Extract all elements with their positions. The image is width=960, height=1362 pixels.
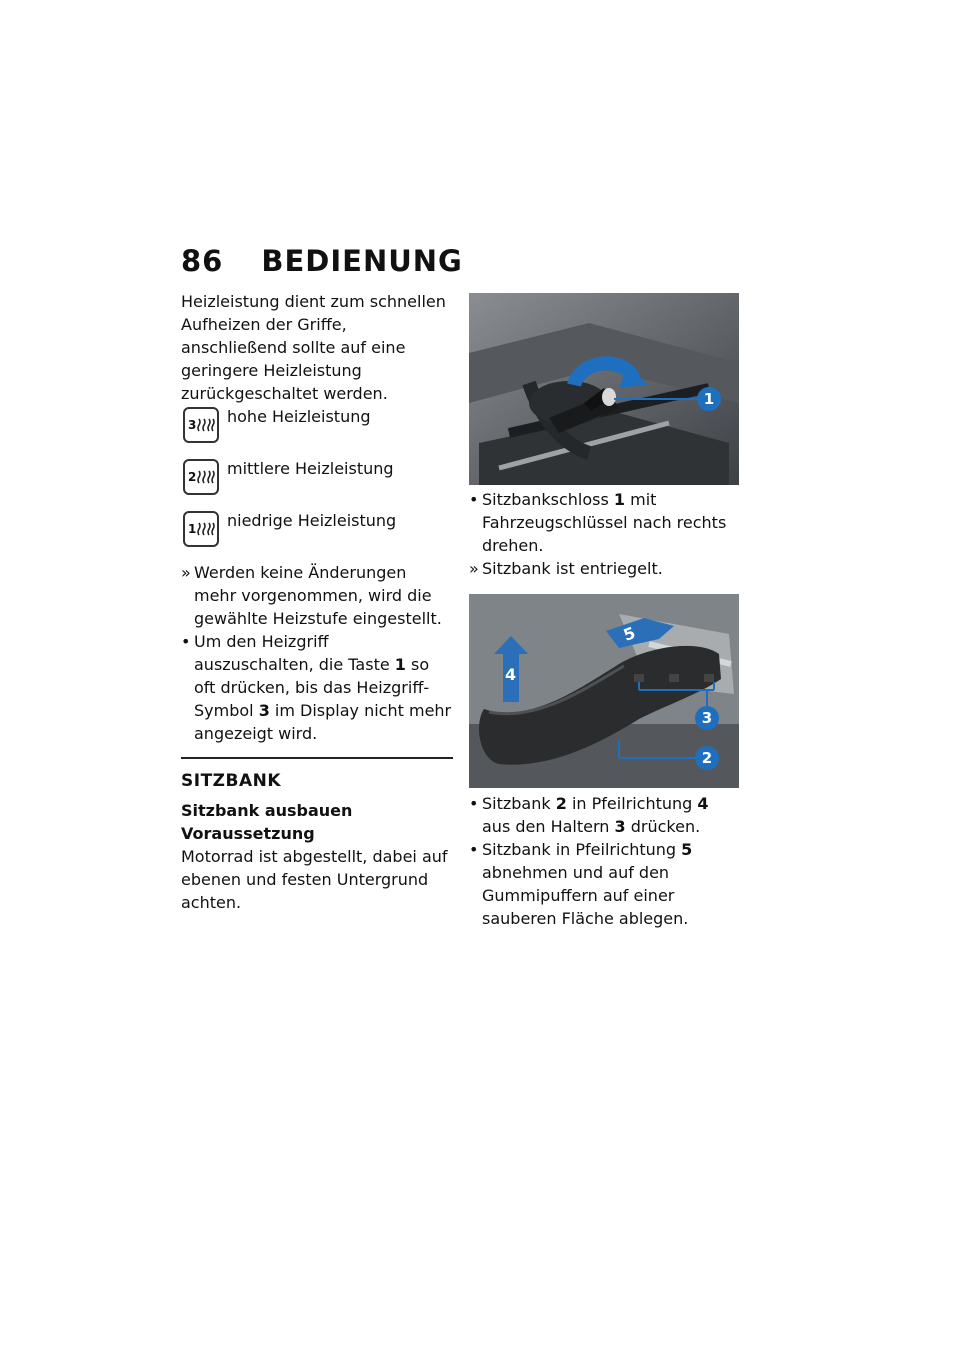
step-text: so oft drücken, bis das Heizgriff-Symbol [194, 655, 430, 720]
result-marker: » [181, 563, 191, 582]
step-text: Sitzbank in Pfeilrichtung [482, 840, 682, 859]
grip-heat-level-3-icon [183, 407, 219, 443]
heat-level-label: niedrige Heizleistung [227, 511, 397, 530]
step-text: Um den Heizgriff auszuschalten, die Taste [194, 632, 395, 674]
seat-removal-illustration [469, 594, 739, 788]
bullet-marker: • [181, 632, 191, 651]
callout-1: 1 [703, 390, 715, 408]
page-header [181, 244, 463, 278]
heat-icon-number: 1 [188, 521, 197, 536]
reference-number: 3 [614, 817, 626, 836]
reference-number: 3 [258, 701, 270, 720]
reference-number: 5 [681, 840, 693, 859]
section-title: SITZBANK [181, 771, 282, 791]
reference-number: 2 [555, 794, 567, 813]
subheading: Sitzbank ausbauen [181, 801, 353, 820]
callout-2: 2 [701, 749, 713, 767]
bullet-marker: • [469, 840, 479, 859]
section-divider [181, 757, 453, 759]
step-text: aus den Haltern [482, 817, 615, 836]
step-text: Sitzbank [482, 794, 556, 813]
result-item [469, 557, 739, 580]
reference-number: 4 [697, 794, 709, 813]
step-item [181, 630, 453, 745]
heat-level-medium [181, 457, 453, 509]
step-item [469, 488, 739, 557]
prerequisite-heading: Voraussetzung [181, 824, 315, 843]
reference-number: 1 [613, 490, 626, 509]
grip-heat-level-1-icon [183, 511, 219, 547]
heat-level-label: hohe Heizleistung [227, 407, 371, 426]
prerequisite-text: Motorrad ist abgestellt, dabei auf ebenen und festen Untergrund achten. [181, 847, 448, 912]
heat-level-high [181, 405, 453, 457]
result-text: Sitzbank ist entriegelt. [482, 559, 663, 578]
step-item [469, 838, 739, 930]
page-number: 86 [181, 244, 224, 278]
step-text: im Display nicht mehr angezeigt wird. [194, 701, 452, 743]
callout-4: 5 [620, 623, 638, 645]
result-text: Werden keine Änderungen mehr vorgenommen, wird die gewählte Heizstufe eingestellt. [194, 563, 442, 628]
callout-5: 4 [505, 665, 517, 684]
callout-3: 3 [701, 709, 713, 727]
seat-lock-illustration [469, 293, 739, 485]
reference-number: 1 [394, 655, 406, 674]
right-column-top [469, 488, 739, 580]
step-item [469, 792, 739, 838]
seat-removal-figure [469, 594, 739, 788]
heat-icon-number: 3 [188, 417, 197, 432]
intro-paragraph: Heizleistung dient zum schnellen Aufheizen der Griffe, anschließend sollte auf eine geringere Heizleistung zurückgeschaltet werden. [181, 292, 446, 403]
step-text: Sitzbankschloss [482, 490, 614, 509]
page-title: BEDIENUNG [261, 244, 463, 278]
step-text: drücken. [625, 817, 701, 836]
left-column [181, 290, 453, 914]
step-text: abnehmen und auf den Gummipuffern auf einer sauberen Fläche ablegen. [482, 863, 689, 928]
step-text: mit Fahrzeugschlüssel nach rechts drehen. [482, 490, 727, 555]
result-item [181, 561, 453, 630]
heat-icon-number: 2 [188, 469, 197, 484]
result-marker: » [469, 559, 479, 578]
heat-level-label: mittlere Heizleistung [227, 459, 394, 478]
heat-level-low [181, 509, 453, 561]
right-column-bottom [469, 792, 739, 930]
step-text: in Pfeilrichtung [566, 794, 698, 813]
grip-heat-level-2-icon [183, 459, 219, 495]
bullet-marker: • [469, 794, 479, 813]
bullet-marker: • [469, 490, 479, 509]
seat-lock-figure [469, 293, 739, 485]
